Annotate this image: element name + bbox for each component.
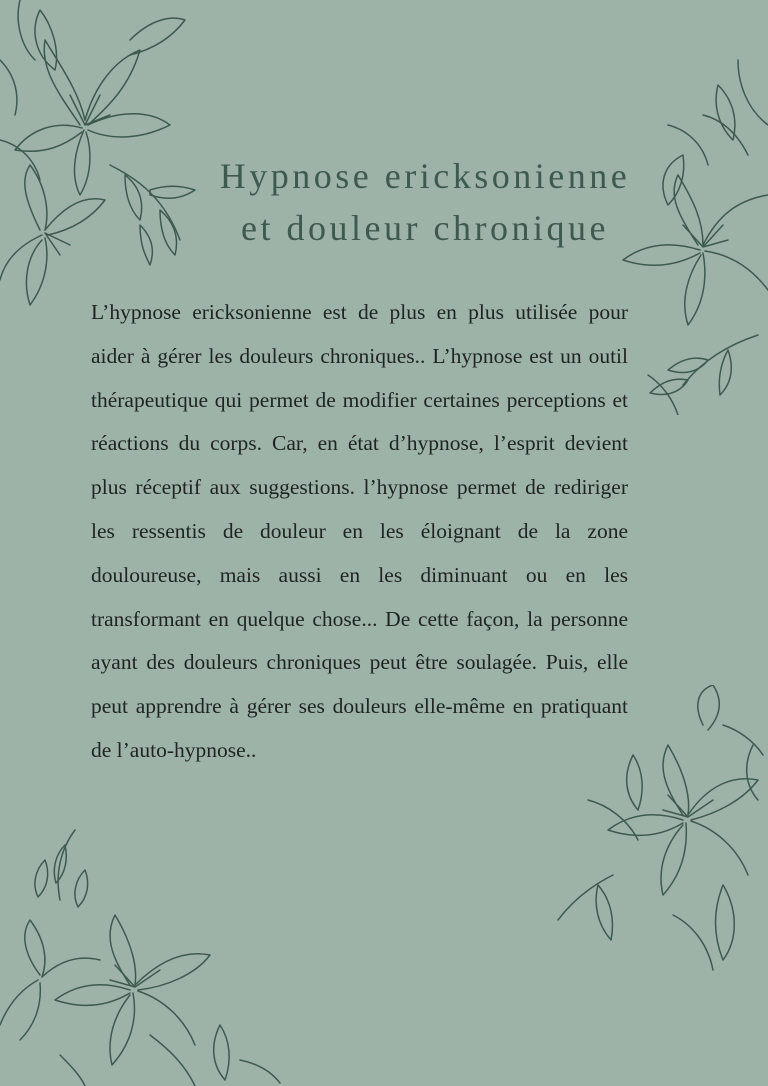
page-title	[160, 150, 690, 254]
floral-bottom-left-icon	[0, 825, 300, 1086]
title-line-1: Hypnose ericksonienne	[219, 156, 631, 196]
body-paragraph: L’hypnose ericksonienne est de plus en plus utilisée pour aider à gérer les douleurs chroniques.. L’hypnose est un outil thérapeutique qui permet de modifier certaines perceptions et réactions du corps. Car, en état d’hypnose, l’esprit devient plus réceptif aux suggestions. l’hypnose permet de rediriger les ressentis de douleur en les éloignant de la zone douloureuse, mais aussi en les diminuant ou en les transformant en quelque chose... De cette façon, la personne ayant des douleurs chroniques peut être soulagée. Puis, elle peut apprendre à gérer ses douleurs elle-même en pratiquant de l’auto-hypnose..	[91, 300, 628, 762]
title-line-2: et douleur chronique	[241, 208, 609, 248]
